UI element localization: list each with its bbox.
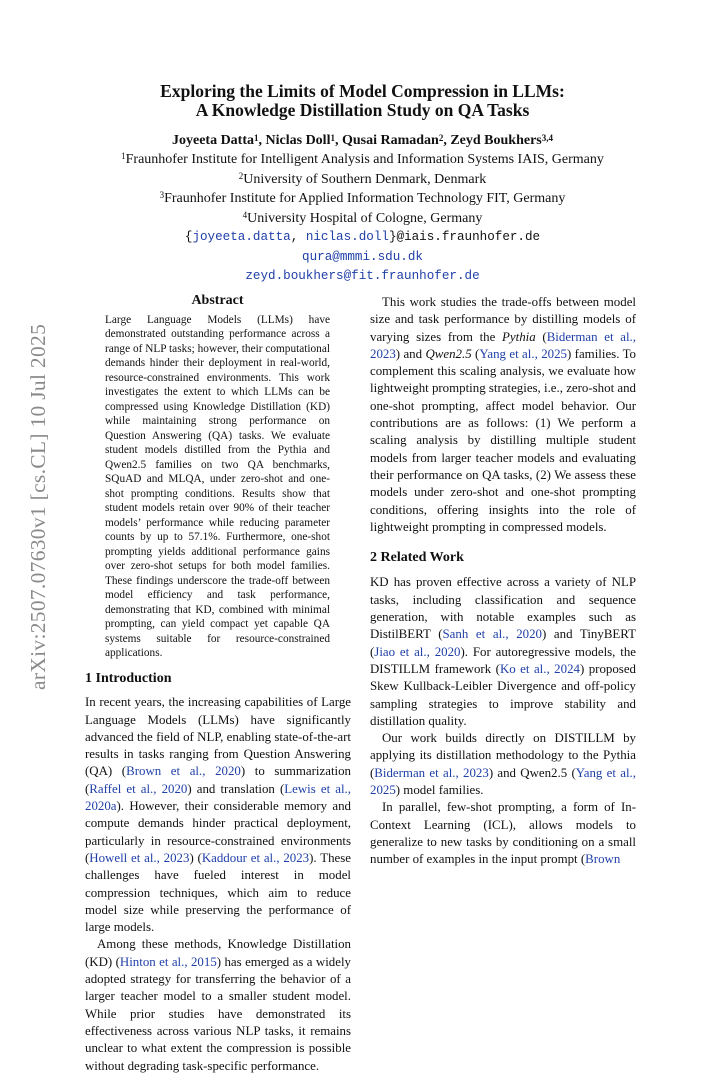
- italic-term: Pythia: [502, 329, 536, 344]
- email-link[interactable]: niclas.doll: [305, 230, 389, 244]
- email-line: [80, 248, 645, 268]
- paper-header: [80, 82, 645, 287]
- citation-link[interactable]: Hinton et al., 2015: [119, 954, 217, 969]
- citation-link[interactable]: Raffel et al., 2020: [89, 781, 188, 796]
- citation-link[interactable]: Yang et al., 2025: [370, 765, 636, 798]
- related-paragraph: Our work builds directly on DISTILLM by applying its distillation methodology to the Pythia (Biderman et al., 2023) and Qwen2.5 (Yang et al., 2025) model families.: [370, 731, 636, 798]
- section-heading-related-work: 2 Related Work: [370, 550, 464, 566]
- section-heading-introduction: 1 Introduction: [85, 671, 172, 686]
- author: Zeyd Boukhers: [450, 133, 542, 148]
- author-affil-mark: 1: [330, 133, 335, 143]
- author: Qusai Ramadan: [341, 133, 439, 148]
- paper-title: [80, 82, 645, 120]
- italic-term: Qwen2.5: [425, 346, 472, 361]
- title-line-1: Exploring the Limits of Model Compression in LLMs:: [160, 81, 565, 101]
- email-link[interactable]: joyeeta.datta: [192, 230, 291, 244]
- intro-paragraph: This work studies the trade-offs between model size and task performance by distilling models of varying sizes from the Pythia (Biderman et al., 2023) and Qwen2.5 (Yang et al., 2025) families. To complement this scaling analysis, we evaluate how lightweight prompting strategies, i.e., zero-shot and one-shot prompting, affect model behavior. Our contributions are as follows: (1) We perform a scaling analysis by distilling multiple student models from larger teacher models and evaluating their performance on QA tasks, (2) We assess these models under zero-shot and one-shot prompting conditions, offering insights into the role of lightweight prompting in compressed models.: [370, 295, 636, 534]
- citation-link[interactable]: Brown et al., 2020: [126, 764, 241, 779]
- author: Niclas Doll: [265, 133, 331, 148]
- author-affil-mark: 3,4: [541, 133, 553, 143]
- abstract: [105, 294, 330, 661]
- affiliation: $^2$University of Southern Denmark, Denmark: [238, 170, 487, 187]
- abstract-heading: Abstract: [191, 293, 244, 308]
- affiliation: $^1$Fraunhofer Institute for Intelligent Analysis and Information Systems IAIS, Germany: [121, 151, 604, 167]
- author-affil-mark: 2: [438, 133, 444, 143]
- intro-paragraph: Among these methods, Knowledge Distillation (KD) (Hinton et al., 2015) has emerged as a widely adopted strategy for transferring the behavior of a larger teacher model to a smaller student model. While prior studies have demonstrated its effectiveness across various NLP tasks, it remains unclear to what extent the compression is possible without degrading task-specific performance.: [85, 937, 351, 1073]
- email-link[interactable]: zeyd.boukhers@fit.fraunhofer.de: [245, 269, 480, 283]
- email-link[interactable]: qura@mmmi.sdu.dk: [302, 249, 423, 264]
- citation-link[interactable]: Biderman et al., 2023: [370, 329, 636, 361]
- citation-link[interactable]: Howell et al., 2023: [89, 850, 190, 865]
- citation-link[interactable]: Sanh et al., 2020: [442, 627, 543, 642]
- arxiv-identifier-text: arXiv:2507.07630v1 [cs.CL] 10 Jul 2025: [26, 323, 50, 690]
- related-paragraph: In parallel, few-shot prompting, a form of In-Context Learning (ICL), allows models to generalize to new tasks by conditioning on a small number of examples in the input prompt (Brown: [370, 800, 636, 867]
- related-paragraph: KD has proven effective across a variety of NLP tasks, including classification and sequence generation, with notable examples such as DistilBERT (Sanh et al., 2020) and TinyBERT (Jiao et al., 2020). For autoregressive models, the DISTILLM framework (Ko et al., 2024) proposed Skew Kullback-Leibler Divergence and off-policy sampling strategies to improve stability and distillation quality.: [370, 575, 636, 728]
- email-line: {joyeeta.datta, niclas.doll}@iais.fraunhofer.de: [184, 230, 541, 244]
- arxiv-identifier: [22, 300, 50, 690]
- affiliation: $^3$Fraunhofer Institute for Applied Information Technology FIT, Germany: [159, 190, 566, 206]
- citation-link[interactable]: Brown: [585, 852, 621, 867]
- author-list: Joyeeta Datta$^1$, Niclas Doll$^1$, Qusai Ramadan$^2$, Zeyd Boukhers$^{3,4}$: [171, 133, 553, 148]
- affiliation: $^4$University Hospital of Cologne, Germany: [242, 209, 483, 226]
- citation-link[interactable]: Biderman et al., 2023: [374, 765, 489, 780]
- left-column: [85, 670, 351, 1075]
- citation-link[interactable]: Jiao et al., 2020: [374, 644, 461, 659]
- citation-link[interactable]: Yang et al., 2025: [479, 346, 567, 361]
- citation-link[interactable]: Lewis et al., 2020a: [85, 781, 351, 814]
- intro-paragraph: In recent years, the increasing capabilities of Large Language Models (LLMs) have significantly advanced the field of NLP, enabling state-of-the-art results in tasks ranging from Question Answering (QA) (Brown et al., 2020) to summarization (Raffel et al., 2020) and translation (Lewis et al., 2020a). However, their considerable memory and compute demands hinder practical deployment, particularly in resource-constrained environments (Howell et al., 2023) (Kaddour et al., 2023). These challenges have fueled interest in model compression techniques, which aim to reduce model size while preserving the performance of large models.: [85, 695, 351, 935]
- citation-link[interactable]: Ko et al., 2024: [499, 661, 580, 676]
- right-column: [370, 294, 636, 869]
- citation-link[interactable]: Kaddour et al., 2023: [201, 850, 310, 865]
- title-line-2: A Knowledge Distillation Study on QA Tasks: [195, 100, 530, 120]
- abstract-text: Large Language Models (LLMs) have demonstrated outstanding performance across a range of NLP tasks; however, their computational demands hinder their deployment in real-world, resource-constrained environments. This work investigates the extent to which LLMs can be compressed using Knowledge Distillation (KD) while maintaining strong performance on Question Answering (QA) tasks. We evaluate student models distilled from the Pythia and Qwen2.5 families on two QA benchmarks, SQuAD and MLQA, under zero-shot and one-shot prompting conditions. Results show that student models retain over 90% of their teacher models’ performance while reducing parameter counts by up to 57.1%. Furthermore, one-shot prompting yields additional performance gains over zero-shot setups for both model families. These findings underscore the trade-off between model efficiency and task performance, demonstrating that KD, combined with minimal prompting, can yield compact yet capable QA systems suitable for resource-constrained applications.: [105, 313, 330, 659]
- author: Joyeeta Datta: [171, 133, 255, 148]
- email-line: [80, 267, 645, 287]
- author-affil-mark: 1: [254, 133, 259, 143]
